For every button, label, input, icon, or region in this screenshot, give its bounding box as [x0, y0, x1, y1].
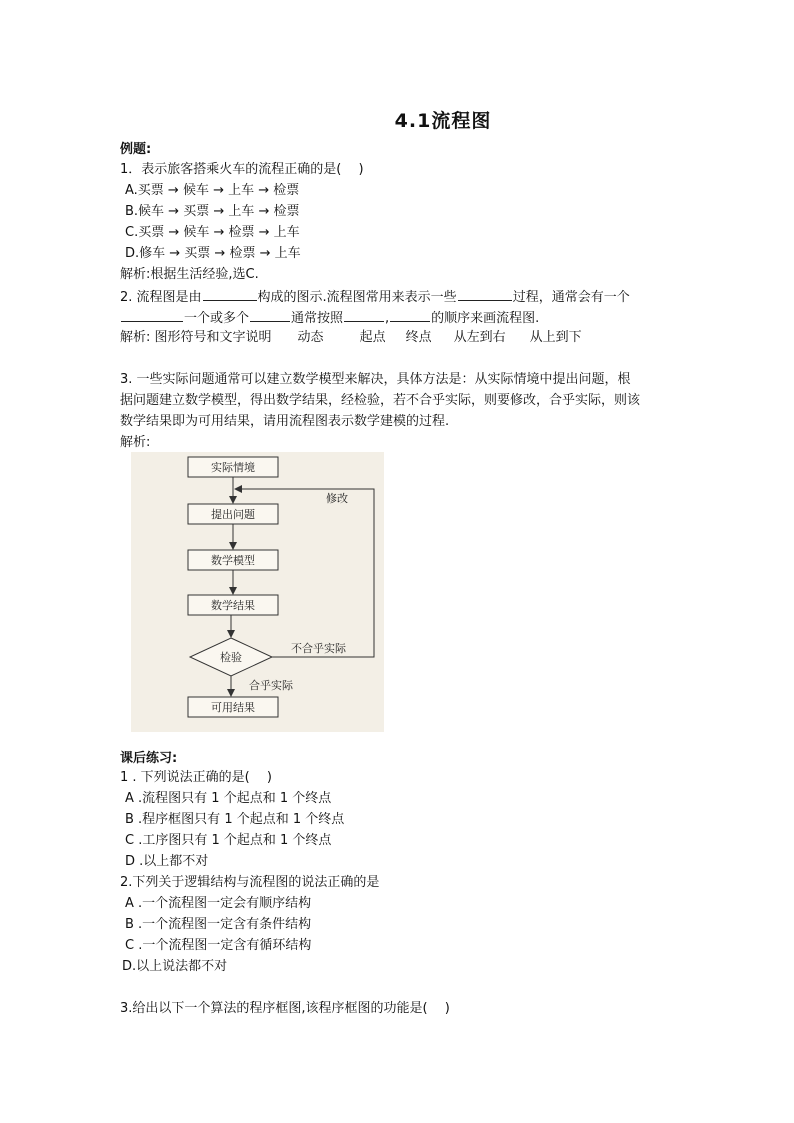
example-1-stem: 1．表示旅客搭乘火车的流程正确的是( )	[120, 162, 364, 177]
blank-5	[344, 307, 384, 322]
example-2-text-e: 通常按照	[291, 311, 344, 326]
exercise-2-option-b: B .一个流程图一定含有条件结构	[125, 917, 312, 932]
blank-1	[203, 286, 257, 301]
example-2-text-f: ,	[385, 311, 390, 326]
example-2-analysis	[120, 328, 582, 347]
example-2-text-b: 构成的图示.流程图常用来表示一些	[257, 290, 457, 305]
example-1-option-c: C.买票 → 候车 → 检票 → 上车	[125, 225, 300, 240]
exercise-1-option-b: B .程序框图只有 1 个起点和 1 个终点	[125, 812, 345, 827]
exercise-2-option-a: A .一个流程图一定会有顺序结构	[125, 896, 312, 911]
exercise-1-option-c: C .工序图只有 1 个起点和 1 个终点	[125, 833, 332, 848]
analysis-label: 解析:	[120, 330, 151, 345]
exercise-3-stem: 3.给出以下一个算法的程序框图,该程序框图的功能是( )	[120, 1001, 450, 1016]
edge-label-pass: 合乎实际	[249, 679, 293, 692]
flowchart-figure	[131, 452, 384, 732]
node-label-result: 数学结果	[211, 599, 255, 612]
exercises-heading: 课后练习:	[120, 751, 178, 766]
example-2-line-1	[120, 286, 630, 307]
exercise-2-option-c: C .一个流程图一定含有循环结构	[125, 938, 312, 953]
exercise-1-stem: 1 . 下列说法正确的是( )	[120, 770, 272, 785]
answer-3: 起点	[359, 330, 386, 345]
answer-6: 从上到下	[529, 330, 582, 345]
node-label-model: 数学模型	[211, 554, 255, 567]
example-2-text-g: 的顺序来画流程图.	[431, 311, 540, 326]
node-label-question: 提出问题	[211, 508, 255, 521]
answer-2: 动态	[297, 330, 324, 345]
example-3-analysis: 解析:	[120, 435, 151, 450]
example-2-text-d: 一个或多个	[184, 311, 250, 326]
example-2-text-a: 2. 流程图是由	[120, 290, 202, 305]
example-2-text-c: 过程，通常会有一个	[512, 290, 630, 305]
example-3-line-2: 据问题建立数学模型，得出数学结果，经检验，若不合乎实际，则要修改，合乎实际，则该	[120, 393, 641, 408]
example-1-option-d: D.修车 → 买票 → 检票 → 上车	[125, 246, 301, 261]
example-1-analysis: 解析:根据生活经验,选C.	[120, 267, 259, 282]
example-2-line-2	[120, 307, 539, 328]
exercise-2-stem: 2.下列关于逻辑结构与流程图的说法正确的是	[120, 875, 380, 890]
node-label-check: 检验	[220, 651, 242, 664]
blank-6	[390, 307, 430, 322]
blank-3	[121, 307, 183, 322]
flowchart-svg	[131, 452, 384, 732]
exercise-1-option-a: A .流程图只有 1 个起点和 1 个终点	[125, 791, 332, 806]
blank-2	[458, 286, 512, 301]
page-title: 4.1流程图	[394, 110, 492, 132]
answer-5: 从左到右	[453, 330, 506, 345]
edge-label-fail: 不合乎实际	[291, 642, 346, 655]
example-3-line-1: 3. 一些实际问题通常可以建立数学模型来解决，具体方法是：从实际情境中提出问题，根	[120, 372, 631, 387]
exercise-1-option-d: D .以上都不对	[125, 854, 209, 869]
answer-1: 图形符号和文字说明	[154, 330, 272, 345]
examples-heading: 例题:	[120, 142, 152, 157]
exercise-2-option-d: D.以上说法都不对	[122, 959, 228, 974]
answer-4: 终点	[405, 330, 432, 345]
example-1-option-a: A.买票 → 候车 → 上车 → 检票	[125, 183, 300, 198]
edge-label-modify: 修改	[326, 492, 348, 505]
example-1-option-b: B.候车 → 买票 → 上车 → 检票	[125, 204, 300, 219]
example-3-line-3: 数学结果即为可用结果，请用流程图表示数学建模的过程.	[120, 414, 450, 429]
node-label-situation: 实际情境	[211, 461, 255, 474]
blank-4	[250, 307, 290, 322]
node-label-usable: 可用结果	[211, 701, 255, 714]
